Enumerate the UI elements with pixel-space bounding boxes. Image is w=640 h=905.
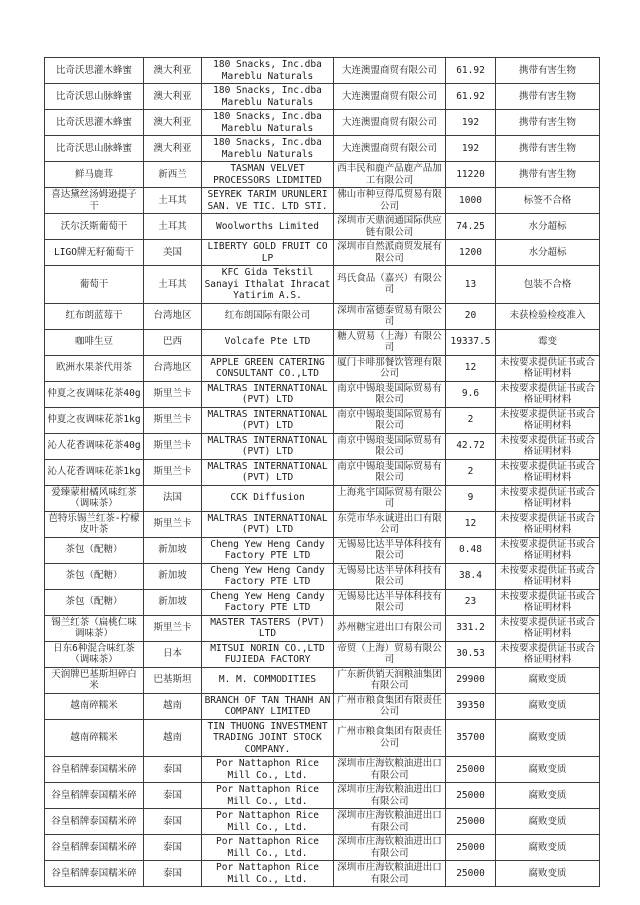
table-cell: 192 <box>446 136 496 162</box>
table-cell: 1000 <box>446 188 496 214</box>
table-cell: SEYREK TARIM URUNLERI SAN. VE TIC. LTD STI. <box>202 188 334 214</box>
table-cell: 深圳市庄海钦粮油进出口有限公司 <box>334 783 446 809</box>
table-cell: 新加坡 <box>144 537 202 563</box>
table-cell: 腐败变质 <box>496 667 600 693</box>
table-cell: 腐败变质 <box>496 861 600 887</box>
table-cell: 谷皇稻牌泰国糯米碎 <box>45 809 144 835</box>
table-cell: 澳大利亚 <box>144 136 202 162</box>
table-cell: 深圳市庄海钦粮油进出口有限公司 <box>334 861 446 887</box>
table-cell: 无锡易比达半导体科技有限公司 <box>334 589 446 615</box>
table-cell: 斯里兰卡 <box>144 615 202 641</box>
table-cell: Por Nattaphon Rice Mill Co., Ltd. <box>202 835 334 861</box>
table-cell: Por Nattaphon Rice Mill Co., Ltd. <box>202 757 334 783</box>
inspection-table-body <box>45 58 600 887</box>
table-cell: 谷皇稻牌泰国糯米碎 <box>45 757 144 783</box>
table-cell: BRANCH OF TAN THANH AN COMPANY LIMITED <box>202 693 334 719</box>
table-row <box>45 136 600 162</box>
table-cell: 西丰民和鹿产品鹿产品加工有限公司 <box>334 162 446 188</box>
table-cell: 深圳市天鼎润通国际供应链有限公司 <box>334 214 446 240</box>
table-cell: 比奇沃思灌木蜂蜜 <box>45 110 144 136</box>
table-cell: 180 Snacks, Inc.dba Mareblu Naturals <box>202 58 334 84</box>
table-row <box>45 433 600 459</box>
table-row <box>45 693 600 719</box>
table-cell: 包装不合格 <box>496 266 600 304</box>
table-cell: MALTRAS INTERNATIONAL (PVT) LTD <box>202 381 334 407</box>
table-cell: 深圳市自然派商贸发展有限公司 <box>334 240 446 266</box>
table-cell: 180 Snacks, Inc.dba Mareblu Naturals <box>202 84 334 110</box>
table-cell: 澳大利亚 <box>144 110 202 136</box>
table-cell: 25000 <box>446 809 496 835</box>
table-cell: 仲夏之夜调味花茶40g <box>45 381 144 407</box>
table-cell: 玛氏食品（嘉兴）有限公司 <box>334 266 446 304</box>
table-cell: 泰国 <box>144 861 202 887</box>
table-cell: MALTRAS INTERNATIONAL (PVT) LTD <box>202 459 334 485</box>
table-cell: 携带有害生物 <box>496 162 600 188</box>
table-cell: 25000 <box>446 835 496 861</box>
table-cell: 仲夏之夜调味花茶1kg <box>45 407 144 433</box>
table-cell: 泰国 <box>144 835 202 861</box>
table-cell: 茶包（配糖） <box>45 563 144 589</box>
table-row <box>45 615 600 641</box>
table-cell: Woolworths Limited <box>202 214 334 240</box>
table-cell: 未按要求提供证书或合格证明材料 <box>496 589 600 615</box>
table-cell: 南京中锡琅斐国际贸易有限公司 <box>334 407 446 433</box>
table-cell: 30.53 <box>446 641 496 667</box>
table-row <box>45 563 600 589</box>
table-cell: 新西兰 <box>144 162 202 188</box>
table-cell: 12 <box>446 355 496 381</box>
table-cell: 葡萄干 <box>45 266 144 304</box>
table-cell: 腐败变质 <box>496 693 600 719</box>
table-cell: 南京中锡琅斐国际贸易有限公司 <box>334 433 446 459</box>
table-cell: 无锡易比达半导体科技有限公司 <box>334 537 446 563</box>
table-cell: 1200 <box>446 240 496 266</box>
table-cell: 泰国 <box>144 783 202 809</box>
table-cell: 携带有害生物 <box>496 110 600 136</box>
table-cell: 沁人花香调味花茶1kg <box>45 459 144 485</box>
table-cell: 茶包（配糖） <box>45 537 144 563</box>
table-cell: Por Nattaphon Rice Mill Co., Ltd. <box>202 861 334 887</box>
table-cell: 巴基斯坦 <box>144 667 202 693</box>
table-cell: 深圳市庄海钦粮油进出口有限公司 <box>334 835 446 861</box>
table-cell: 38.4 <box>446 563 496 589</box>
table-row <box>45 381 600 407</box>
table-cell: 深圳市富德泰贸易有限公司 <box>334 303 446 329</box>
table-cell: 喜达黛丝汤姆逊提子干 <box>45 188 144 214</box>
table-cell: 日东6种混合味红茶（调味茶） <box>45 641 144 667</box>
table-cell: 未按要求提供证书或合格证明材料 <box>496 641 600 667</box>
table-cell: 标签不合格 <box>496 188 600 214</box>
table-cell: 苏州糖宝进出口有限公司 <box>334 615 446 641</box>
table-cell: 腐败变质 <box>496 783 600 809</box>
table-cell: 192 <box>446 110 496 136</box>
table-cell: 南京中锡琅斐国际贸易有限公司 <box>334 459 446 485</box>
table-cell: 9.6 <box>446 381 496 407</box>
table-cell: 无锡易比达半导体科技有限公司 <box>334 563 446 589</box>
table-cell: 61.92 <box>446 84 496 110</box>
table-cell: 大连澳盟商贸有限公司 <box>334 110 446 136</box>
table-row <box>45 757 600 783</box>
table-cell: 红布朗蓝莓干 <box>45 303 144 329</box>
table-cell: MITSUI NORIN CO.,LTD FUJIEDA FACTORY <box>202 641 334 667</box>
table-row <box>45 162 600 188</box>
table-cell: 越南 <box>144 719 202 757</box>
table-row <box>45 835 600 861</box>
table-row <box>45 303 600 329</box>
table-cell: 12 <box>446 511 496 537</box>
table-cell: 美国 <box>144 240 202 266</box>
table-cell: 19337.5 <box>446 329 496 355</box>
table-cell: MASTER TASTERS (PVT) LTD <box>202 615 334 641</box>
table-cell: 越南碎糯米 <box>45 719 144 757</box>
table-cell: LIBERTY GOLD FRUIT CO LP <box>202 240 334 266</box>
table-cell: 携带有害生物 <box>496 136 600 162</box>
table-cell: 东莞市华永诚进出口有限公司 <box>334 511 446 537</box>
table-cell: 谷皇稻牌泰国糯米碎 <box>45 783 144 809</box>
table-cell: APPLE GREEN CATERING CONSULTANT CO.,LTD <box>202 355 334 381</box>
table-cell: 未按要求提供证书或合格证明材料 <box>496 511 600 537</box>
table-cell: LIGO牌无籽葡萄干 <box>45 240 144 266</box>
table-row <box>45 329 600 355</box>
table-row <box>45 809 600 835</box>
table-cell: 腐败变质 <box>496 757 600 783</box>
table-cell: 澳大利亚 <box>144 58 202 84</box>
table-cell: 澳大利亚 <box>144 84 202 110</box>
table-cell: 厦门卡啡那餐饮管理有限公司 <box>334 355 446 381</box>
table-cell: 未按要求提供证书或合格证明材料 <box>496 485 600 511</box>
table-cell: Cheng Yew Heng Candy Factory PTE LTD <box>202 537 334 563</box>
table-cell: Cheng Yew Heng Candy Factory PTE LTD <box>202 563 334 589</box>
table-cell: 未按要求提供证书或合格证明材料 <box>496 537 600 563</box>
table-cell: 台湾地区 <box>144 303 202 329</box>
table-cell: 法国 <box>144 485 202 511</box>
table-cell: 鲜马鹿茸 <box>45 162 144 188</box>
table-cell: MALTRAS INTERNATIONAL (PVT) LTD <box>202 511 334 537</box>
table-cell: 斯里兰卡 <box>144 381 202 407</box>
table-cell: 35700 <box>446 719 496 757</box>
table-cell: 台湾地区 <box>144 355 202 381</box>
table-cell: 2 <box>446 407 496 433</box>
table-cell: 斯里兰卡 <box>144 459 202 485</box>
table-cell: 腐败变质 <box>496 809 600 835</box>
table-cell: 比奇沃思灌木蜂蜜 <box>45 58 144 84</box>
table-cell: 泰国 <box>144 757 202 783</box>
table-row <box>45 537 600 563</box>
table-cell: 茶包（配糖） <box>45 589 144 615</box>
table-row <box>45 861 600 887</box>
table-cell: 携带有害生物 <box>496 84 600 110</box>
table-cell: 深圳市庄海钦粮油进出口有限公司 <box>334 809 446 835</box>
table-cell: Por Nattaphon Rice Mill Co., Ltd. <box>202 809 334 835</box>
table-cell: 42.72 <box>446 433 496 459</box>
table-cell: Cheng Yew Heng Candy Factory PTE LTD <box>202 589 334 615</box>
table-cell: 携带有害生物 <box>496 58 600 84</box>
table-cell: KFC Gida Tekstil Sanayi Ithalat Ihracat Yatirim A.S. <box>202 266 334 304</box>
table-cell: 13 <box>446 266 496 304</box>
table-cell: 深圳市庄海钦粮油进出口有限公司 <box>334 757 446 783</box>
table-cell: 爱臻蒙柑橘风味红茶（调味茶） <box>45 485 144 511</box>
table-cell: 23 <box>446 589 496 615</box>
table-cell: 25000 <box>446 757 496 783</box>
table-cell: 未按要求提供证书或合格证明材料 <box>496 459 600 485</box>
table-cell: 南京中锡琅斐国际贸易有限公司 <box>334 381 446 407</box>
table-cell: 巴西 <box>144 329 202 355</box>
table-cell: 大连澳盟商贸有限公司 <box>334 58 446 84</box>
table-cell: 帝贸（上海）贸易有限公司 <box>334 641 446 667</box>
table-cell: 土耳其 <box>144 188 202 214</box>
table-cell: TASMAN VELVET PROCESSORS LIDMITED <box>202 162 334 188</box>
table-row <box>45 459 600 485</box>
table-row <box>45 214 600 240</box>
table-cell: 新加坡 <box>144 589 202 615</box>
table-cell: 土耳其 <box>144 214 202 240</box>
table-cell: 斯里兰卡 <box>144 433 202 459</box>
table-cell: 越南碎糯米 <box>45 693 144 719</box>
table-cell: Por Nattaphon Rice Mill Co., Ltd. <box>202 783 334 809</box>
table-cell: 沁人花香调味花茶40g <box>45 433 144 459</box>
table-row <box>45 407 600 433</box>
table-cell: M. M. COMMODITIES <box>202 667 334 693</box>
table-cell: 水分超标 <box>496 214 600 240</box>
table-row <box>45 84 600 110</box>
table-cell: 天润牌巴基斯坦碎白米 <box>45 667 144 693</box>
table-cell: 25000 <box>446 783 496 809</box>
table-cell: 越南 <box>144 693 202 719</box>
table-cell: 水分超标 <box>496 240 600 266</box>
table-cell: 广东新供销天润粮油集团有限公司 <box>334 667 446 693</box>
table-row <box>45 188 600 214</box>
table-cell: 180 Snacks, Inc.dba Mareblu Naturals <box>202 136 334 162</box>
table-cell: 未按要求提供证书或合格证明材料 <box>496 381 600 407</box>
table-cell: 沃尔沃斯葡萄干 <box>45 214 144 240</box>
table-cell: 谷皇稻牌泰国糯米碎 <box>45 835 144 861</box>
table-cell: 腐败变质 <box>496 719 600 757</box>
table-row <box>45 355 600 381</box>
table-cell: 2 <box>446 459 496 485</box>
table-cell: 25000 <box>446 861 496 887</box>
table-cell: 74.25 <box>446 214 496 240</box>
table-cell: 61.92 <box>446 58 496 84</box>
table-row <box>45 110 600 136</box>
table-cell: MALTRAS INTERNATIONAL (PVT) LTD <box>202 433 334 459</box>
table-cell: 未按要求提供证书或合格证明材料 <box>496 355 600 381</box>
table-cell: 泰国 <box>144 809 202 835</box>
table-cell: 未获检验检疫准入 <box>496 303 600 329</box>
table-cell: 未按要求提供证书或合格证明材料 <box>496 563 600 589</box>
table-cell: 大连澳盟商贸有限公司 <box>334 84 446 110</box>
table-cell: 新加坡 <box>144 563 202 589</box>
table-row <box>45 266 600 304</box>
table-cell: 锡兰红茶（扁桃仁味调味茶） <box>45 615 144 641</box>
table-cell: TIN THUONG INVESTMENT TRADING JOINT STOCK COMPANY. <box>202 719 334 757</box>
table-row <box>45 589 600 615</box>
table-cell: 欧洲水果茶代用茶 <box>45 355 144 381</box>
table-cell: 佛山市种豆得瓜贸易有限公司 <box>334 188 446 214</box>
table-row <box>45 485 600 511</box>
table-cell: 红布朗国际有限公司 <box>202 303 334 329</box>
table-cell: 39350 <box>446 693 496 719</box>
table-row <box>45 641 600 667</box>
table-cell: 9 <box>446 485 496 511</box>
inspection-table <box>44 57 600 887</box>
table-row <box>45 240 600 266</box>
table-cell: 芭特乐锡兰红茶-柠檬皮叶茶 <box>45 511 144 537</box>
table-cell: 29900 <box>446 667 496 693</box>
table-cell: Volcafe Pte LTD <box>202 329 334 355</box>
table-row <box>45 719 600 757</box>
table-cell: 斯里兰卡 <box>144 511 202 537</box>
table-cell: 未按要求提供证书或合格证明材料 <box>496 615 600 641</box>
table-row <box>45 783 600 809</box>
table-cell: 日本 <box>144 641 202 667</box>
table-cell: 咖啡生豆 <box>45 329 144 355</box>
table-cell: 上海兆宇国际贸易有限公司 <box>334 485 446 511</box>
table-cell: 土耳其 <box>144 266 202 304</box>
table-row <box>45 667 600 693</box>
table-cell: 广州市粮食集团有限责任公司 <box>334 693 446 719</box>
table-cell: MALTRAS INTERNATIONAL (PVT) LTD <box>202 407 334 433</box>
table-cell: 比奇沃思山脉蜂蜜 <box>45 136 144 162</box>
table-cell: 未按要求提供证书或合格证明材料 <box>496 407 600 433</box>
table-cell: 0.48 <box>446 537 496 563</box>
table-cell: 谷皇稻牌泰国糯米碎 <box>45 861 144 887</box>
table-cell: 331.2 <box>446 615 496 641</box>
table-cell: 糖人贸易（上海）有限公司 <box>334 329 446 355</box>
table-cell: 腐败变质 <box>496 835 600 861</box>
table-row <box>45 58 600 84</box>
table-cell: 180 Snacks, Inc.dba Mareblu Naturals <box>202 110 334 136</box>
table-cell: 霉变 <box>496 329 600 355</box>
table-cell: 20 <box>446 303 496 329</box>
table-cell: 11220 <box>446 162 496 188</box>
table-cell: 未按要求提供证书或合格证明材料 <box>496 433 600 459</box>
table-cell: CCK Diffusion <box>202 485 334 511</box>
table-row <box>45 511 600 537</box>
table-cell: 广州市粮食集团有限责任公司 <box>334 719 446 757</box>
table-cell: 斯里兰卡 <box>144 407 202 433</box>
table-cell: 大连澳盟商贸有限公司 <box>334 136 446 162</box>
table-cell: 比奇沃思山脉蜂蜜 <box>45 84 144 110</box>
